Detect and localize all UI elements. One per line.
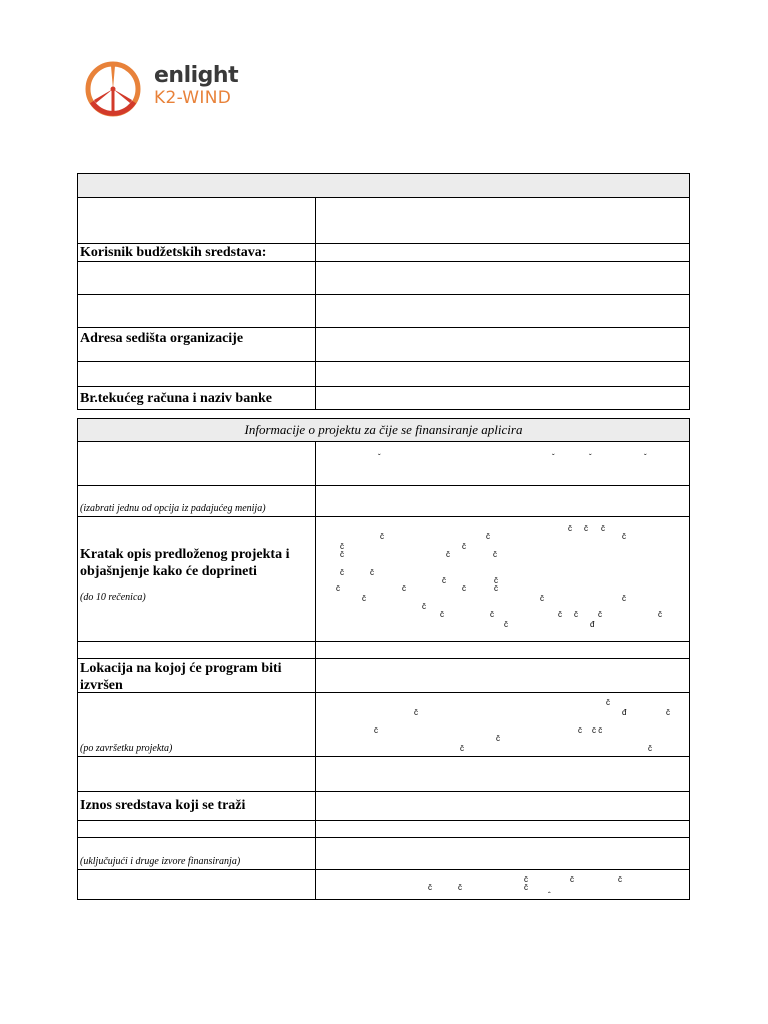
stray-mark: č (574, 610, 578, 619)
row-label (78, 821, 316, 837)
stray-mark: đ (590, 620, 595, 629)
stray-mark: č (336, 584, 340, 593)
stray-mark: č (422, 602, 426, 611)
row-value-field[interactable] (316, 821, 689, 837)
stray-mark: č (460, 744, 464, 753)
table-row (78, 327, 689, 361)
kratak-opis-label: Kratak opis predloženog projekta i objašnjenje kako će doprineti (80, 547, 290, 579)
row-label (78, 870, 316, 899)
row-label (78, 642, 316, 658)
row-value-field[interactable] (316, 870, 689, 899)
table-row (78, 294, 689, 327)
row-value-field[interactable] (316, 757, 689, 791)
iznos-label: Iznos sredstava koji se traži (78, 792, 316, 820)
logo-text-k2wind: K2-WIND (154, 88, 232, 108)
option-dropdown-field[interactable] (316, 486, 689, 516)
stray-mark: č (658, 610, 662, 619)
stray-mark: č (490, 610, 494, 619)
row-label-adresa: Adresa sedišta organizacije (78, 328, 316, 361)
stray-mark: ˆ (548, 891, 551, 900)
table-row (78, 516, 689, 641)
lokacija-label: Lokacija na kojoj će program biti izvršen (78, 659, 316, 692)
stray-mark: č (462, 542, 466, 551)
korisnik-field[interactable] (316, 244, 689, 261)
table-row (78, 692, 689, 756)
stray-mark: č (648, 744, 652, 753)
stray-mark: č (362, 594, 366, 603)
row-label (78, 757, 316, 791)
table-row (78, 869, 689, 899)
stray-mark: č (570, 875, 574, 884)
zavrsetak-field[interactable] (316, 693, 689, 756)
stray-mark: č (496, 734, 500, 743)
izabrati-cell (78, 486, 316, 516)
table-row (78, 820, 689, 837)
stray-mark: č (558, 610, 562, 619)
stray-mark: č (380, 532, 384, 541)
row-label (78, 262, 316, 294)
stray-mark: č (584, 524, 588, 533)
table-row (78, 756, 689, 791)
table-row (78, 361, 689, 386)
stray-mark: č (462, 584, 466, 593)
table-row (78, 837, 689, 869)
lokacija-field[interactable] (316, 659, 689, 692)
stray-mark: č (486, 532, 490, 541)
stray-mark: č (402, 584, 406, 593)
row-label (78, 442, 316, 485)
ukljucujuci-note: (uključujući i druge izvore finansiranja) (80, 856, 241, 867)
stray-mark: ˇ (552, 453, 555, 462)
table-row (78, 485, 689, 516)
table-row (78, 658, 689, 692)
ukljucujuci-field[interactable] (316, 838, 689, 869)
stray-mark: č (440, 610, 444, 619)
table1-header (78, 174, 689, 197)
stray-mark: č (524, 883, 528, 892)
stray-mark: č (442, 576, 446, 585)
row-value-field[interactable] (316, 642, 689, 658)
stray-mark: č (340, 568, 344, 577)
stray-mark: č (598, 610, 602, 619)
row-value-field[interactable] (316, 295, 689, 327)
row-value-field[interactable] (316, 442, 689, 485)
row-value-field[interactable] (316, 262, 689, 294)
wind-turbine-icon (84, 60, 142, 118)
kratak-opis-note: (do 10 rečenica) (80, 592, 146, 603)
stray-mark: č (540, 594, 544, 603)
stray-mark: č (494, 584, 498, 593)
stray-mark: č (568, 524, 572, 533)
logo (84, 60, 254, 116)
row-label-korisnik: Korisnik budžetskih sredstava: (78, 244, 316, 261)
table-row (78, 791, 689, 820)
row-value-field[interactable] (316, 362, 689, 386)
stray-mark: č (622, 594, 626, 603)
stray-mark: č (370, 568, 374, 577)
stray-mark: č (524, 875, 528, 884)
stray-mark: č (578, 726, 582, 735)
stray-mark: č (340, 542, 344, 551)
table-row (78, 243, 689, 261)
stray-mark: ˇ (378, 453, 381, 462)
kratak-opis-cell (78, 517, 316, 641)
table-row (78, 197, 689, 243)
ukljucujuci-cell (78, 838, 316, 869)
stray-mark: č (606, 698, 610, 707)
racun-field[interactable] (316, 387, 689, 409)
row-label (78, 295, 316, 327)
zavrsetak-note: (po završetku projekta) (80, 743, 173, 754)
stray-mark: č (601, 524, 605, 533)
stray-mark: č (374, 726, 378, 735)
row-label (78, 362, 316, 386)
zavrsetak-cell (78, 693, 316, 756)
iznos-field[interactable] (316, 792, 689, 820)
stray-mark: ˇ (644, 453, 647, 462)
row-value-field[interactable] (316, 198, 689, 243)
stray-mark: č (494, 576, 498, 585)
stray-mark: č (666, 708, 670, 717)
stray-mark: č (446, 550, 450, 559)
table-row (78, 441, 689, 485)
stray-mark: č (622, 532, 626, 541)
stray-mark: č č (592, 726, 603, 735)
stray-mark: č (618, 875, 622, 884)
row-label-racun: Br.tekućeg računa i naziv banke (78, 387, 316, 409)
table-row (78, 386, 689, 409)
stray-mark: č (340, 550, 344, 559)
kratak-opis-field[interactable] (316, 517, 689, 641)
table-row (78, 261, 689, 294)
row-label (78, 198, 316, 243)
table2-header (78, 419, 689, 441)
stray-mark: č (458, 883, 462, 892)
stray-mark: č (504, 620, 508, 629)
table2-header-title: Informacije o projektu za čije se finansiranje aplicira (244, 422, 523, 437)
stray-mark: č (428, 883, 432, 892)
table-row (78, 641, 689, 658)
stray-mark: č (493, 550, 497, 559)
izabrati-note: (izabrati jednu od opcija iz padajućeg menija) (80, 503, 266, 514)
adresa-field[interactable] (316, 328, 689, 361)
stray-mark: č (414, 708, 418, 717)
stray-mark: ˇ (589, 453, 592, 462)
project-info-table (77, 418, 690, 900)
stray-mark: đ (622, 708, 627, 717)
logo-text-enlight: enlight (154, 63, 239, 88)
organization-table (77, 173, 690, 410)
